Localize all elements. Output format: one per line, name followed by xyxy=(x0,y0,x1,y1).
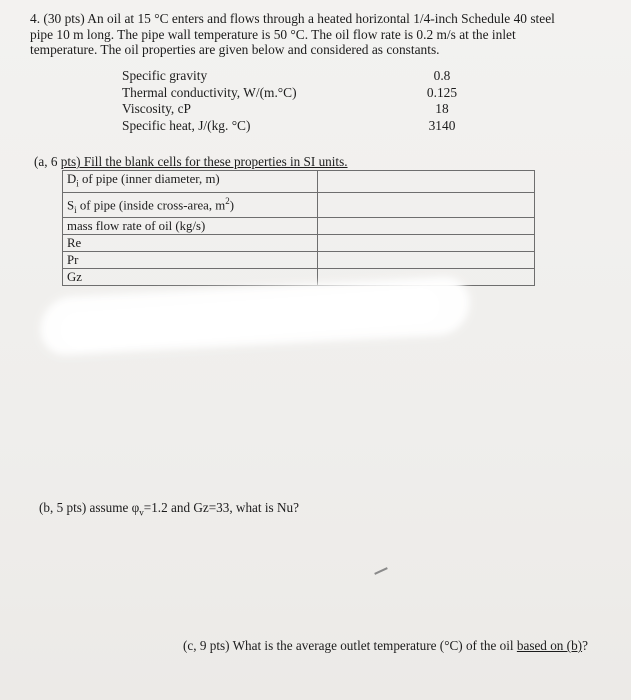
property-name: Viscosity, cP xyxy=(122,101,191,116)
problem-line-3: temperature. The oil properties are given below and considered as constants. xyxy=(30,42,440,57)
part-a-prompt xyxy=(34,154,348,170)
property-row xyxy=(122,68,462,85)
table-cell-label: mass flow rate of oil (kg/s) xyxy=(63,218,318,235)
table-cell-label: Pr xyxy=(63,252,318,269)
table-row xyxy=(63,218,535,235)
table-row xyxy=(63,235,535,252)
property-value: 0.8 xyxy=(433,68,451,83)
part-c-prompt: (c, 9 pts) What is the average outlet temperature (°C) of the oil based on (b)? xyxy=(183,638,588,653)
problem-line-2: pipe 10 m long. The pipe wall temperature is 50 °C. The oil flow rate is 0.2 m/s at the inlet xyxy=(30,26,516,42)
part-a-prefix: (a, 6 xyxy=(34,154,61,169)
pen-mark xyxy=(374,567,388,575)
property-value: 0.125 xyxy=(426,84,458,100)
table-cell-label: $S_i$ of pipe (inside cross-area, $m^2$) xyxy=(63,192,318,218)
property-value: 18 xyxy=(435,101,449,116)
table-cell-label: $D_i$ of pipe (inner diameter, m) xyxy=(63,171,318,193)
answer-cell[interactable] xyxy=(318,192,535,218)
part-a-instruction: pts) Fill the blank cells for these properties in SI units. xyxy=(60,154,348,169)
table-row xyxy=(63,192,535,218)
oil-properties-list xyxy=(122,68,462,134)
table-row xyxy=(63,171,535,193)
property-name: Specific heat, J/(kg. °C) xyxy=(122,117,251,133)
problem-statement xyxy=(30,11,610,58)
property-row xyxy=(122,85,462,102)
property-name: Specific gravity xyxy=(122,68,208,83)
table-row xyxy=(63,269,535,286)
property-row xyxy=(122,118,462,135)
answer-cell[interactable] xyxy=(318,235,535,252)
table-cell-label: Gz xyxy=(63,269,318,286)
property-row xyxy=(122,101,462,118)
answer-cell[interactable] xyxy=(318,171,535,193)
property-value: 3140 xyxy=(428,117,456,133)
property-name: Thermal conductivity, W/(m.°C) xyxy=(122,84,297,100)
part-b-prompt: (b, 5 pts) assume $\varphi_v=1.2$ and Gz=33, what is Nu? xyxy=(39,500,299,518)
table-cell-label: Re xyxy=(63,235,318,252)
table-row xyxy=(63,252,535,269)
answer-cell[interactable] xyxy=(318,218,535,235)
problem-line-1: 4. (30 pts) An oil at 15 °C enters and flows through a heated horizontal 1/4-inch Schedule 40 steel xyxy=(30,11,555,26)
answer-cell[interactable] xyxy=(318,252,535,269)
properties-blank-table xyxy=(62,170,535,286)
